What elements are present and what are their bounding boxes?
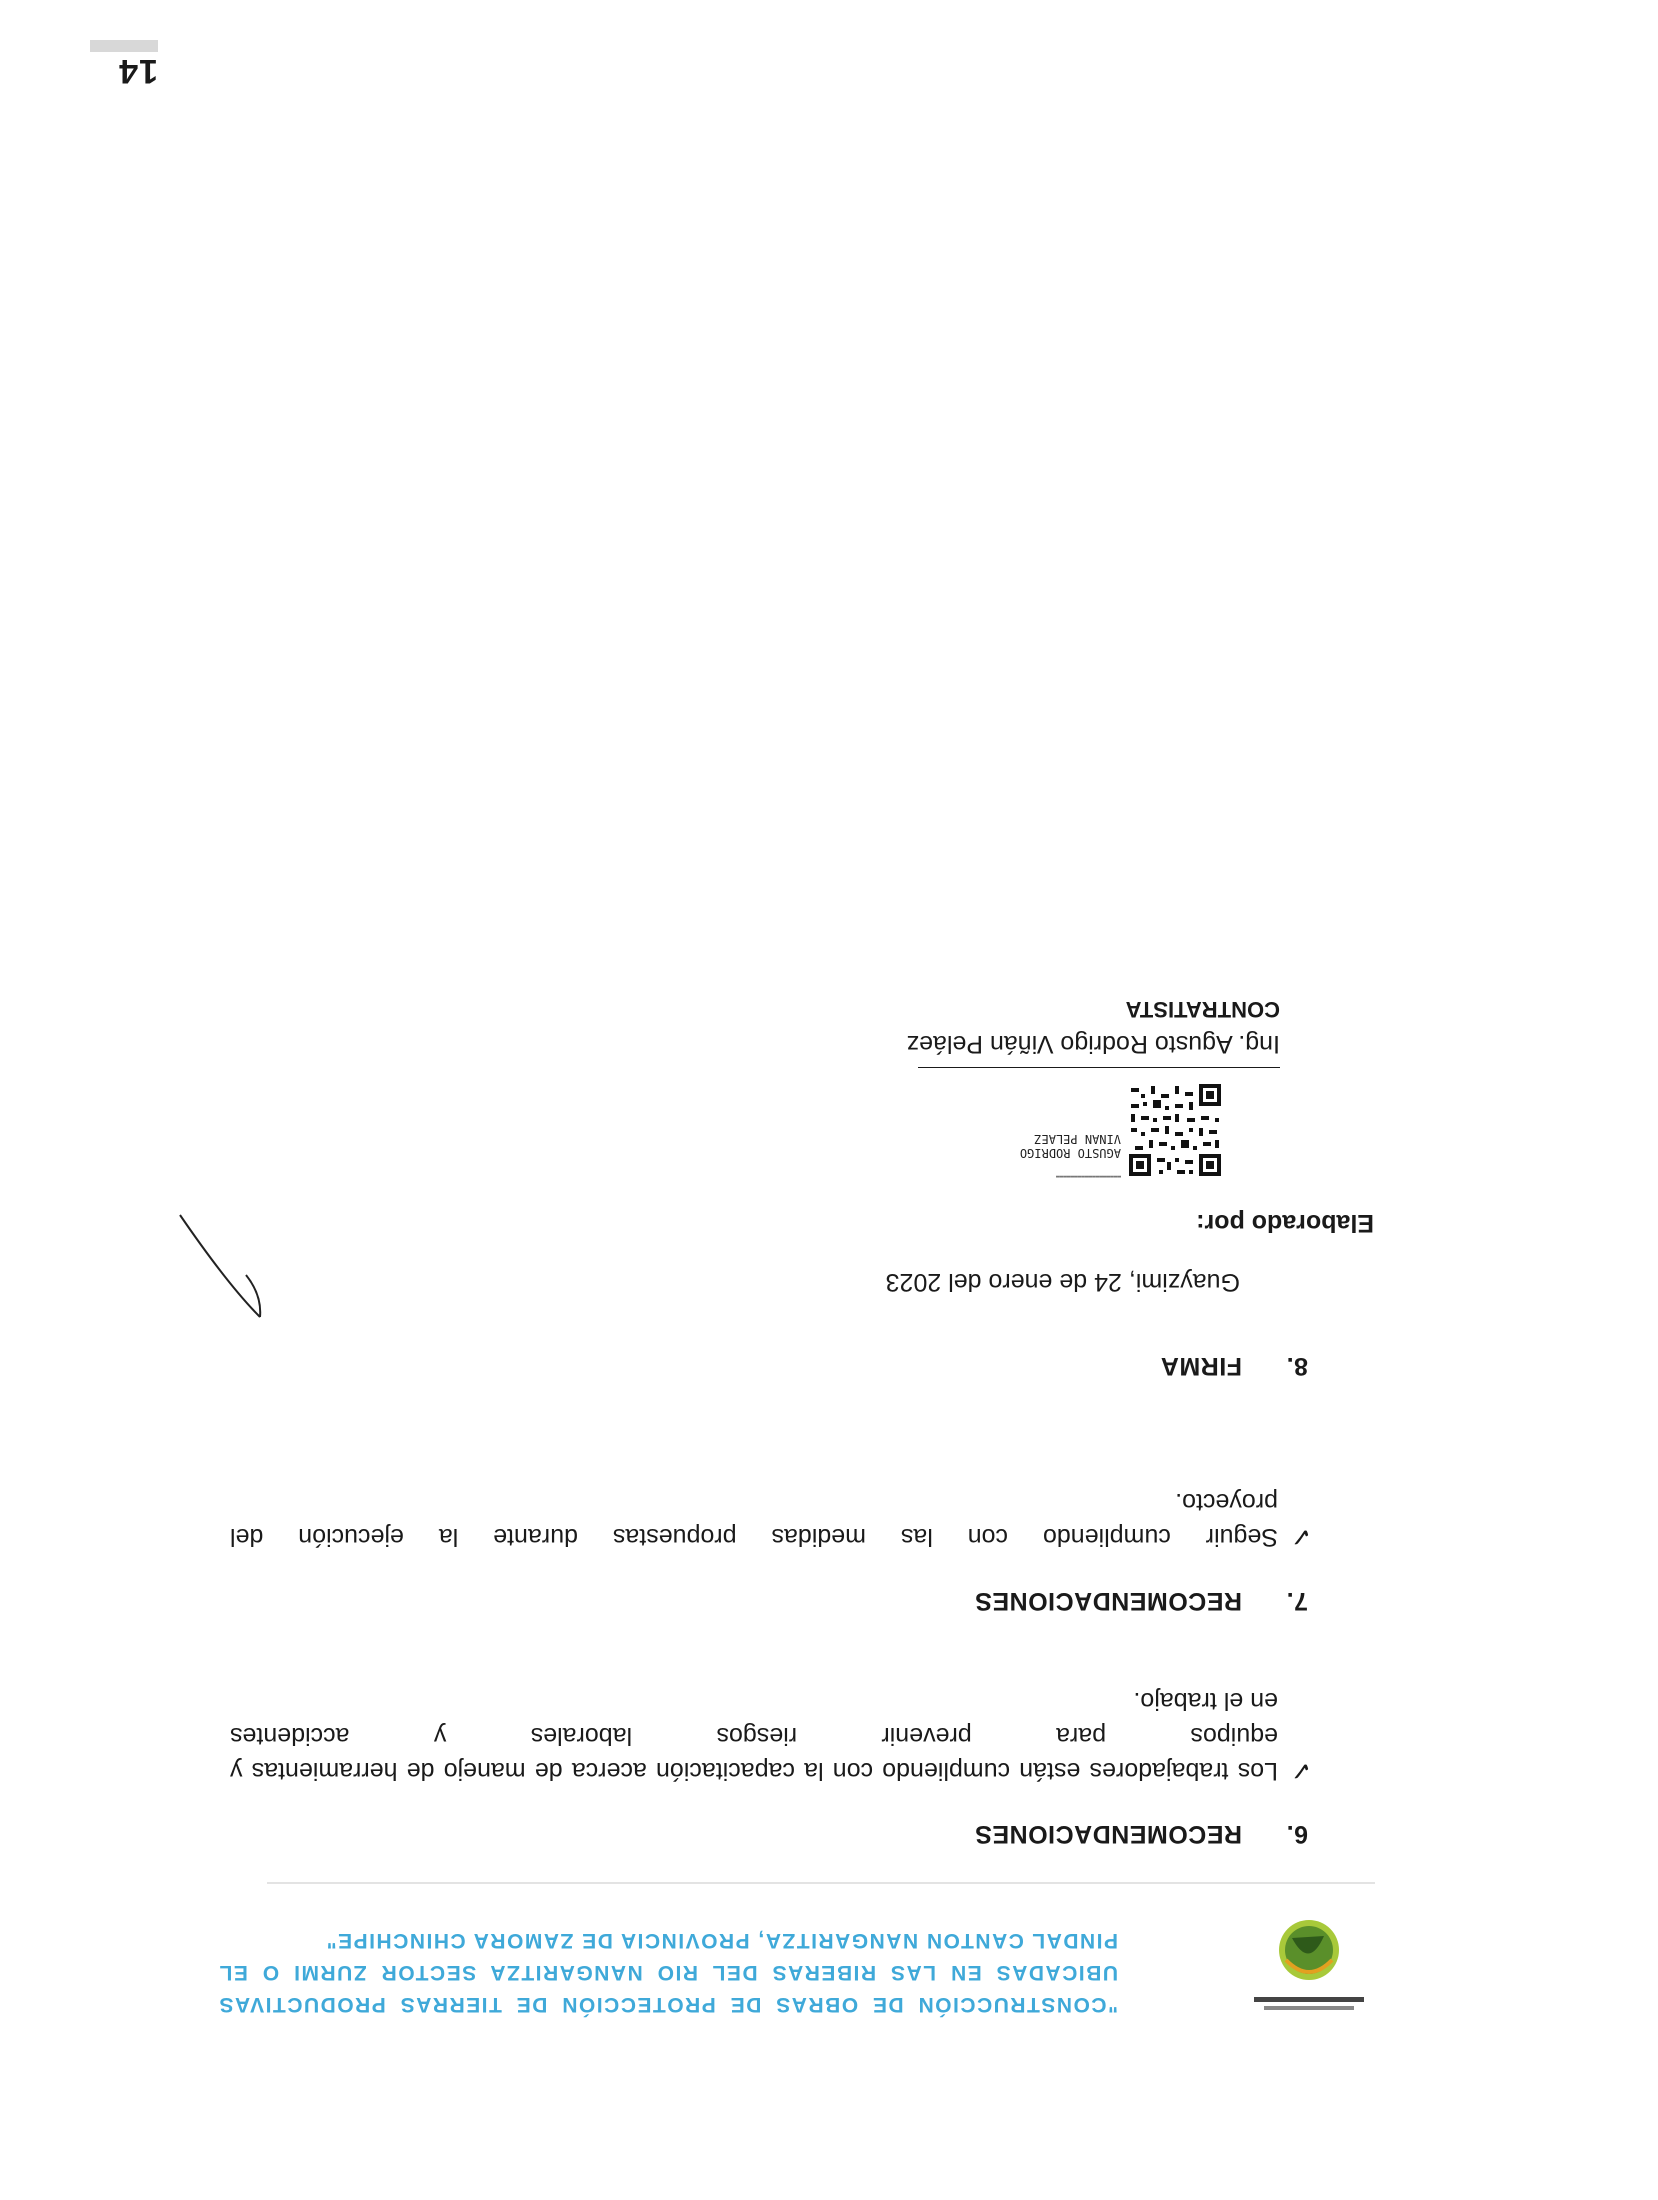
section-6-number: 6. [1286,1820,1308,1848]
signer-role: CONTRATISTA [1125,997,1280,1022]
section-6-title: RECOMENDACIONES [974,1820,1242,1848]
section-7-number: 7. [1286,1587,1308,1615]
page-number: 14 [118,52,158,90]
place-and-date: Guayzimi, 24 de enero del 2023 [885,1268,1240,1296]
handwritten-tick-mark [168,1205,268,1325]
gad-provincial-logo [1234,1910,1384,2020]
qr-signer-name [1020,1132,1121,1160]
section-7-bullet-text: Seguir cumpliendo con las medidas propuestas durante la ejecución del [230,1523,1278,1551]
checkmark-bullet-icon: ✓ [1290,1756,1312,1786]
signer-name: Ing. Agusto Rodrigo Viñán Peláez [906,1030,1280,1058]
section-6-bullet-text: Los trabajadores están cumpliendo con la capacitación acerca de manejo de herramientas y equipos para prevenir riesgos laborales y accidentes [230,1722,1278,1785]
section-6-heading [975,1819,1308,1848]
section-6-bullet-text-end: en el trabajo. [1133,1687,1278,1715]
section-8-title: FIRMA [1160,1352,1242,1380]
section-7-heading [975,1586,1308,1615]
header-divider [267,1882,1375,1884]
prepared-by-label: Elaborado por: [1196,1209,1374,1237]
qr-small-print: ▬▬▬▬▬▬▬▬▬▬▬▬▬▬▬▬▬▬ [1055,1173,1121,1180]
section-8-number: 8. [1286,1352,1308,1380]
section-8-heading [1160,1351,1308,1380]
header-project-title: "CONSTRUCCIÓN DE OBRAS DE PROTECCIÓN DE TIERRAS PRODUCTIVAS UBICADAS EN LAS RIBERAS DEL RIO NANGARITZA SECTOR ZURMI O EL PINDAL CANTON NANGARITZA, PROVINCIA DE ZAMORA CHINCHIPE" [218,1929,1118,2016]
section-7-bullet-text-end: proyecto. [1175,1488,1278,1516]
qr-signer-name-line2: VINAN PELAEZ [1034,1132,1121,1146]
signature-qr-code [1127,1082,1223,1178]
qr-signer-name-line1: AGUSTO RODRIGO [1019,1146,1121,1160]
signature-line [918,1067,1280,1068]
checkmark-bullet-icon: ✓ [1290,1522,1312,1552]
page-number-stamp [90,40,158,52]
section-7-title: RECOMENDACIONES [974,1587,1242,1615]
